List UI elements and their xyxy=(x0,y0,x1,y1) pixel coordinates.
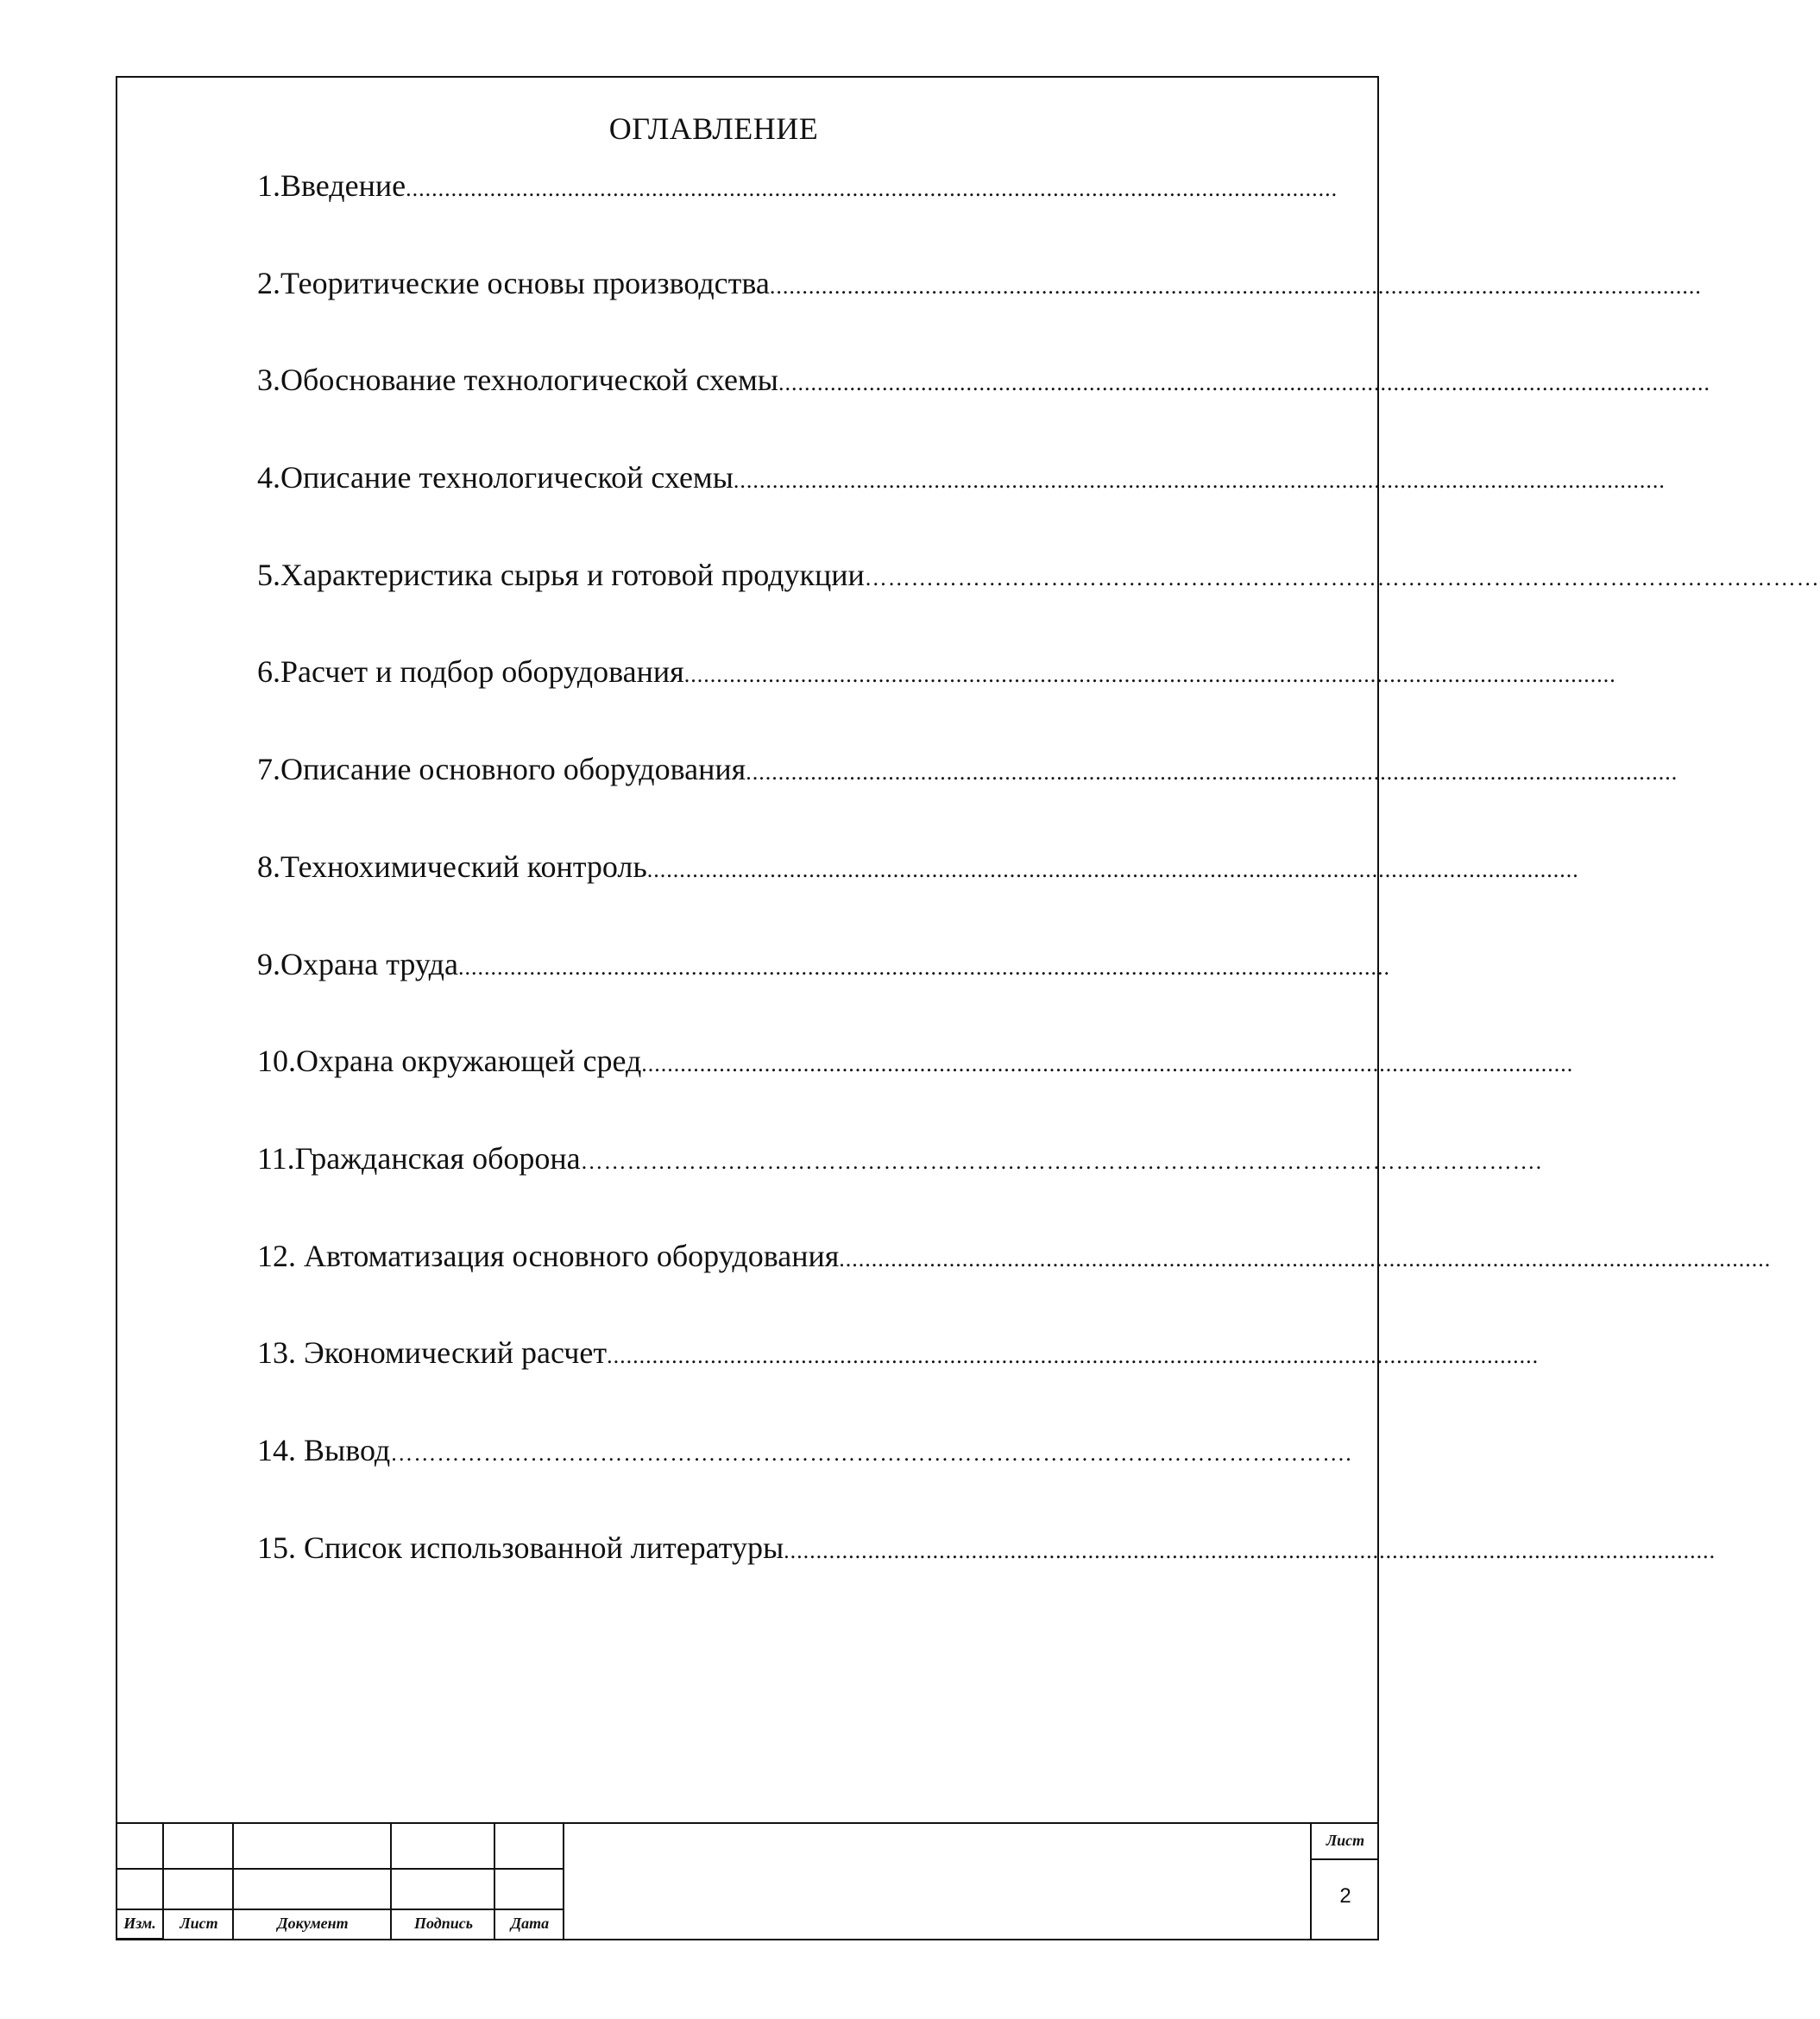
toc-item xyxy=(257,167,1338,265)
toc-leader: ................................................................................................................................................ xyxy=(839,1246,1772,1271)
sheet-label: Лист xyxy=(1326,1832,1365,1849)
toc-item xyxy=(257,1530,1716,1627)
toc-leader: ................................................................................................................................................ xyxy=(769,273,1702,299)
toc-leader: ……………………………………………………………………………………………………………. xyxy=(390,1440,1352,1466)
toc-item xyxy=(257,1334,1540,1432)
toc-item xyxy=(257,1140,1543,1238)
toc-item xyxy=(257,946,1390,1044)
toc-item-text: 7.Описание основного оборудования xyxy=(257,752,746,787)
stamp-row-divider xyxy=(116,1938,164,1940)
title-block xyxy=(116,1822,1379,1940)
stamp-row-divider xyxy=(116,1909,564,1910)
toc-leader: ................................................................................................................................................ xyxy=(746,760,1678,786)
toc-leader: ................................................................................................................................................ xyxy=(646,856,1579,882)
toc-item-text: 13. Экономический расчет xyxy=(257,1335,608,1371)
toc-item-text: 6.Расчет и подбор оборудования xyxy=(257,654,684,690)
toc-item xyxy=(257,557,1820,654)
toc-list xyxy=(257,167,1820,1626)
toc-leader: ................................................................................................................................................ xyxy=(406,176,1338,201)
toc-item-text: 9.Охрана труда xyxy=(257,946,458,981)
stamp-label-list: Лист xyxy=(179,1915,218,1932)
toc-leader: ................................................................................................................................................ xyxy=(778,370,1710,396)
stamp-label-date: Дата xyxy=(510,1915,550,1932)
sheet-number: 2 xyxy=(1339,1884,1351,1908)
stamp-label-document: Документ xyxy=(277,1915,349,1932)
toc-item-text: 14. Вывод xyxy=(257,1432,391,1467)
stamp-label-izm: Изм. xyxy=(123,1915,156,1932)
stamp-label-signature: Подпись xyxy=(414,1915,473,1932)
toc-leader: ................................................................................................................................................ xyxy=(641,1051,1574,1077)
toc-leader: ................................................................................................................................................ xyxy=(733,468,1666,494)
toc-item xyxy=(257,265,1702,363)
toc-item-text: 2.Теоритические основы производства xyxy=(257,265,770,300)
toc-item xyxy=(257,849,1579,946)
toc-item-text: 8.Технохимический контроль xyxy=(257,849,647,884)
toc-item-text: 1.Введение xyxy=(257,168,406,203)
stamp-row-divider xyxy=(116,1868,564,1870)
toc-item-text: 12. Автоматизация основного оборудования xyxy=(257,1238,840,1273)
toc-leader: ................................................................................................................................................ xyxy=(457,954,1390,980)
toc-item xyxy=(257,1238,1772,1335)
toc-leader: ................................................................................................................................................ xyxy=(784,1537,1716,1563)
toc-item-text: 10.Охрана окружающей сред xyxy=(257,1044,642,1079)
toc-item xyxy=(257,362,1710,459)
toc-leader: ……………………………………………………………………………………………………………. xyxy=(580,1148,1543,1174)
toc-item-text: 15. Список использованной литературы xyxy=(257,1530,784,1565)
toc-item-text: 11.Гражданская оборона xyxy=(257,1140,581,1176)
toc-item-text: 3.Обоснование технологической схемы xyxy=(257,363,778,398)
toc-leader: ................................................................................................................................................ xyxy=(607,1343,1540,1369)
toc-item xyxy=(257,1432,1352,1530)
toc-leader: ................................................................................................................................................ xyxy=(683,662,1616,688)
toc-item-text: 5.Характеристика сырья и готовой продукции xyxy=(257,557,865,592)
toc-item-text: 4.Описание технологической схемы xyxy=(257,460,734,495)
toc-leader: …………………………………………………………………………………………………………… xyxy=(864,565,1820,590)
sheet-box-row-divider xyxy=(1310,1858,1379,1860)
toc-title: ОГЛАВЛЕНИЕ xyxy=(608,111,819,146)
toc-item xyxy=(257,459,1666,557)
toc-item xyxy=(257,1043,1574,1140)
toc-item xyxy=(257,653,1616,751)
toc-item xyxy=(257,751,1678,849)
